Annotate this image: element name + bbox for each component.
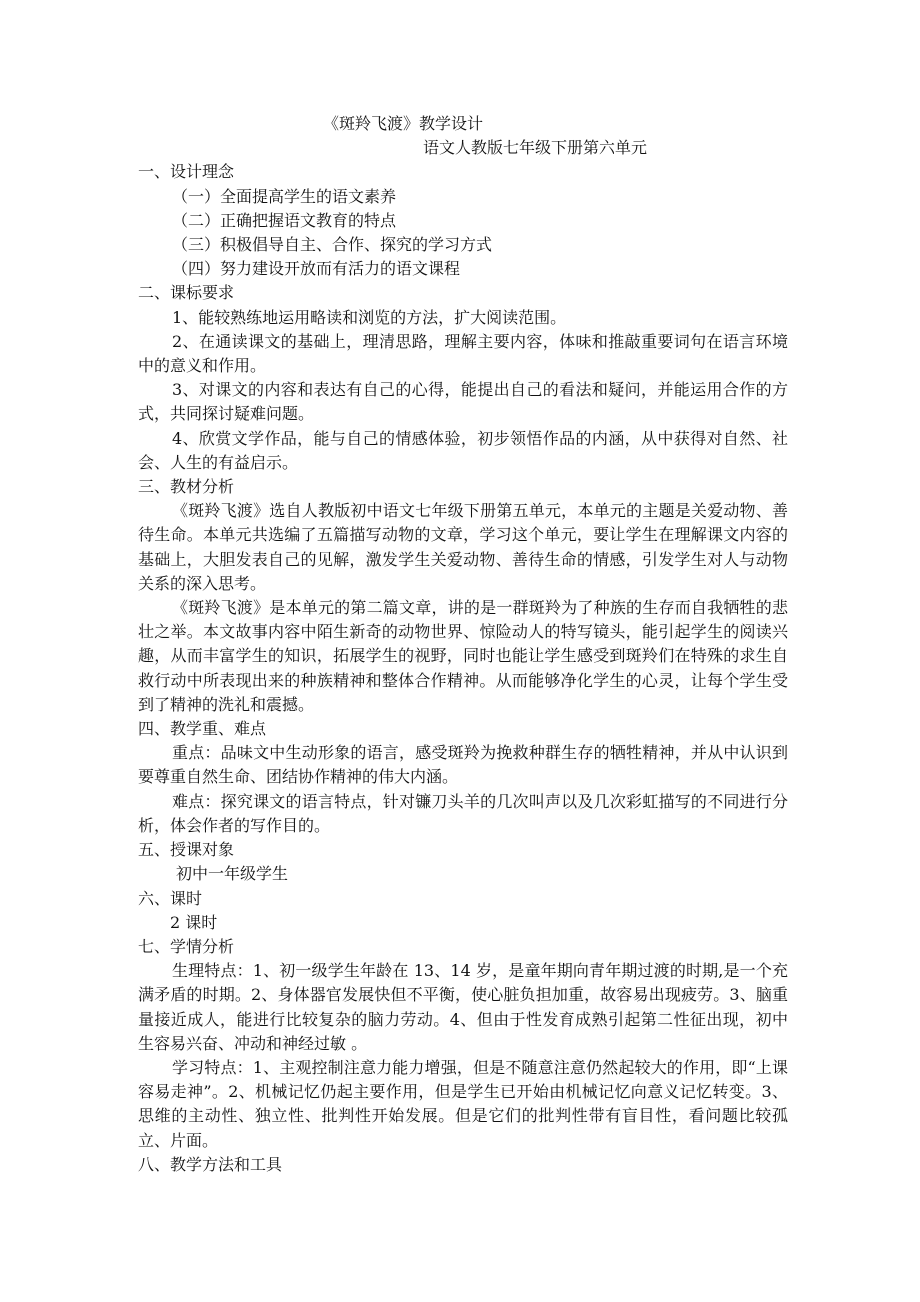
standards-paragraph: 4、欣赏文学作品，能与自己的情感体验，初步领悟作品的内涵，从中获得对自然、社会、人生的有益启示。	[138, 428, 788, 472]
class-hours-text: 2 课时	[170, 912, 218, 932]
standards-paragraph: 2、在通读课文的基础上，理清思路，理解主要内容，体味和推敲重要词句在语言环境中的意义和作用。	[138, 331, 788, 376]
learning-paragraph: 学习特点：1、主观控制注意力能力增强，但是不随意注意仍然起较大的作用，即“上课容易走神”。2、机械记忆仍起主要作用，但是学生已开始由机械记忆向意义记忆转变。3、思维的主动性、独立性、批判性开始发展。但是它们的批判性带有盲目性，看问题比较孤立、片面。	[138, 1057, 788, 1150]
concept-item: （一）全面提高学生的语文素养	[172, 186, 397, 206]
standards-paragraph: 1、能较熟练地运用略读和浏览的方法，扩大阅读范围。	[172, 307, 567, 327]
document-subtitle: 语文人教版七年级下册第六单元	[423, 138, 648, 158]
section-heading-methods-tools: 八、教学方法和工具	[138, 1154, 283, 1174]
difficulty-paragraph: 难点：探究课文的语言特点，针对镰刀头羊的几次叫声以及几次彩虹描写的不同进行分析，体会作者的写作目的。	[138, 791, 788, 835]
section-heading-audience: 五、授课对象	[138, 840, 235, 860]
analysis-paragraph: 《斑羚飞渡》选自人教版初中语文七年级下册第五单元，本单元的主题是关爱动物、善待生命。本单元共选编了五篇描写动物的文章，学习这个单元，要让学生在理解课文内容的基础上，大胆发表自己的见解，激发学生关爱动物、善待生命的情感，引发学生对人与动物关系的深入思考。	[138, 501, 788, 593]
standards-paragraph: 3、对课文的内容和表达有自己的心得，能提出自己的看法和疑问，并能运用合作的方式，共同探讨疑难问题。	[138, 380, 788, 424]
section-heading-curriculum-standards: 二、课标要求	[138, 283, 235, 303]
section-heading-design-concept: 一、设计理念	[138, 162, 235, 182]
physiology-paragraph: 生理特点：1、初一级学生年龄在 13、14 岁，是童年期向青年期过渡的时期,是一个充满矛盾的时期。2、身体器官发展快但不平衡，使心脏负担加重，故容易出现疲劳。3、脑重量接近成人，能进行比较复杂的脑力劳动。4、但由于性发育成熟引起第二性征出现，初中生容易兴奋、冲动和神经过敏 。	[138, 961, 788, 1053]
document-page	[138, 112, 788, 1177]
audience-text: 初中一年级学生	[176, 864, 289, 884]
concept-item: （四）努力建设开放而有活力的语文课程	[172, 259, 461, 279]
section-heading-learner-analysis: 七、学情分析	[138, 936, 235, 956]
section-heading-class-hours: 六、课时	[138, 888, 203, 908]
concept-item: （二）正确把握语文教育的特点	[172, 210, 397, 230]
analysis-paragraph: 《斑羚飞渡》是本单元的第二篇文章，讲的是一群斑羚为了种族的生存而自我牺牲的悲壮之举。本文故事内容中陌生新奇的动物世界、惊险动人的特写镜头，能引起学生的阅读兴趣，从而丰富学生的知识，拓展学生的视野，同时也能让学生感受到斑羚们在特殊的求生自救行动中所表现出来的种族精神和整体合作精神。从而能够净化学生的心灵，让每个学生受到了精神的洗礼和震撼。	[138, 598, 788, 714]
key-point-paragraph: 重点：品味文中生动形象的语言，感受斑羚为挽救种群生存的牺牲精神，并从中认识到要尊重自然生命、团结协作精神的伟大内涵。	[138, 743, 788, 787]
concept-item: （三）积极倡导自主、合作、探究的学习方式	[172, 235, 493, 255]
section-heading-key-points: 四、教学重、难点	[138, 719, 267, 739]
document-title: 《斑羚飞渡》教学设计	[323, 114, 484, 133]
section-heading-textbook-analysis: 三、教材分析	[138, 477, 235, 497]
